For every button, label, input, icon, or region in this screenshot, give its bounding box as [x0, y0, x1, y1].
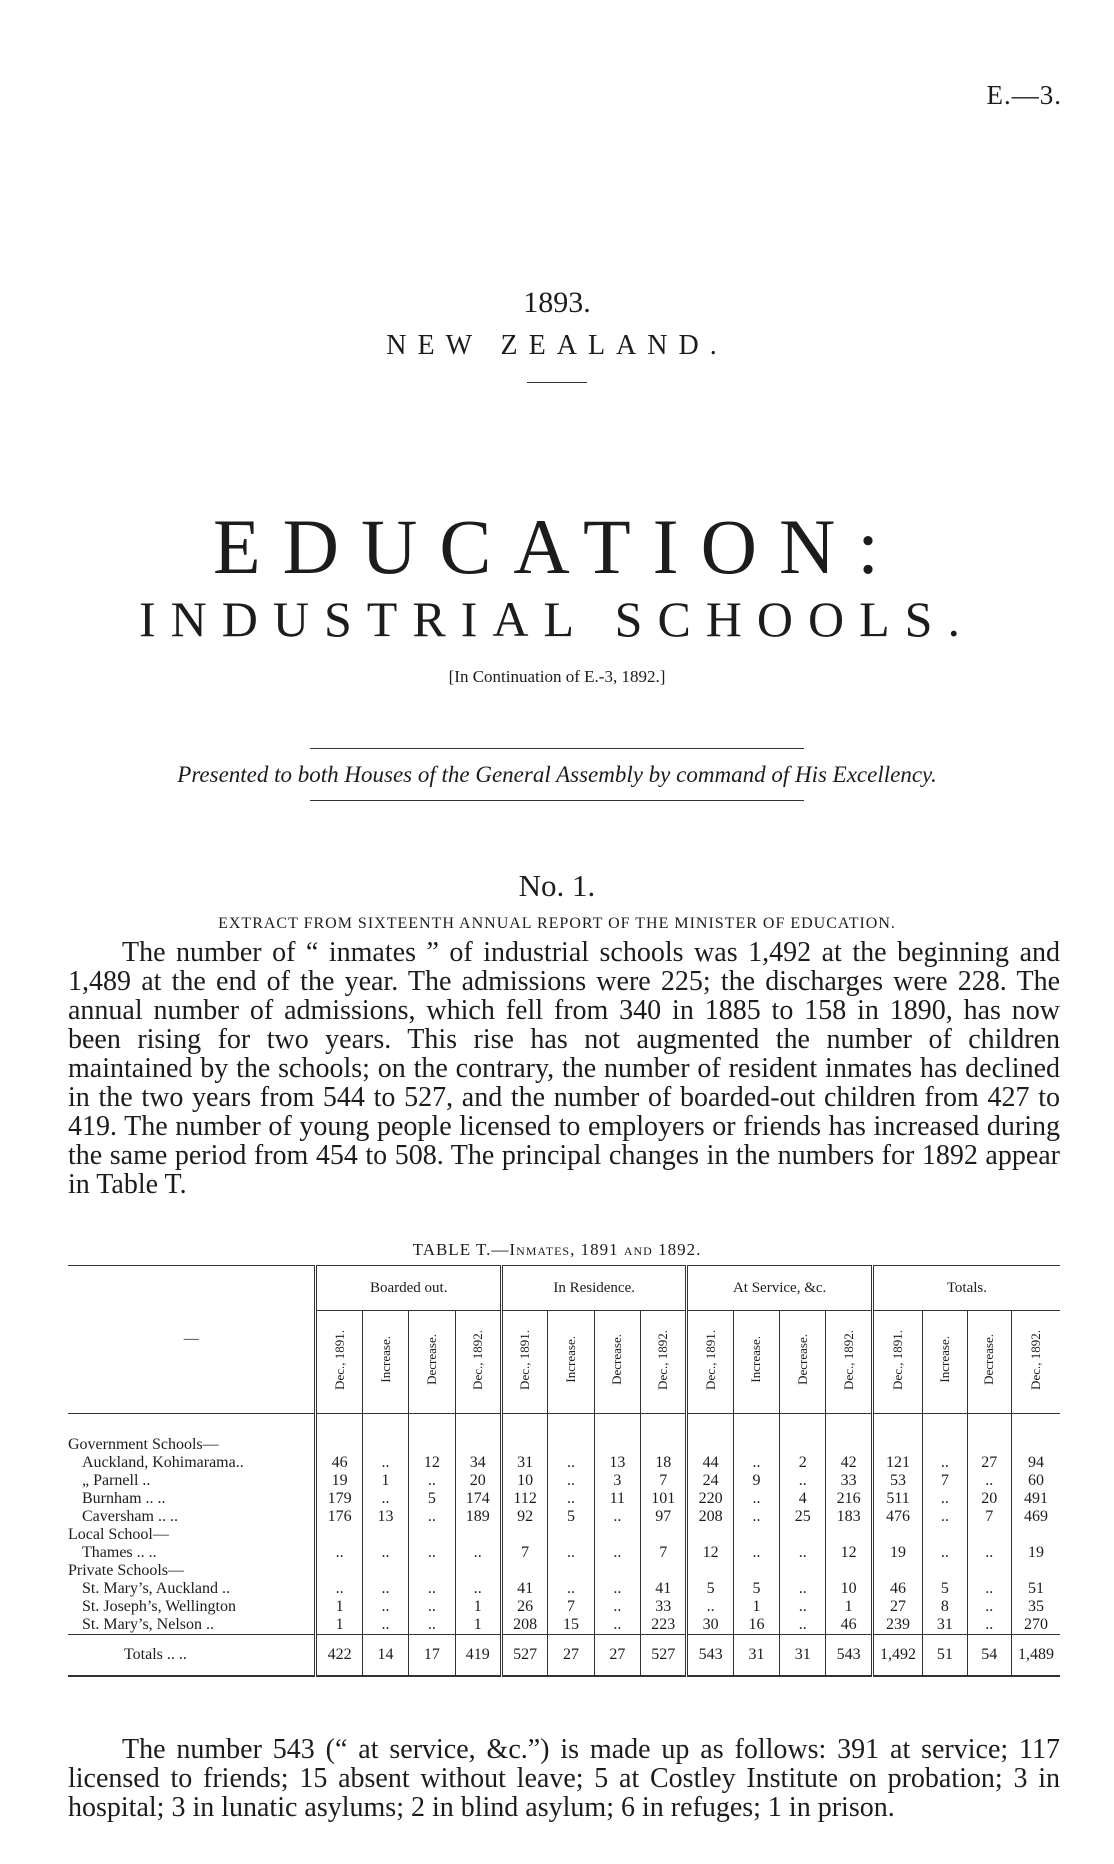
table-row — [68, 1562, 1060, 1580]
table-cell: 19 — [1011, 1544, 1060, 1562]
column-header-label: Dec., 1892. — [655, 1329, 671, 1390]
table-cell: 5 — [548, 1508, 594, 1526]
table-cell: 176 — [316, 1508, 362, 1526]
table-cell: 13 — [594, 1454, 640, 1472]
table-cell: 543 — [826, 1635, 872, 1677]
table-cell: .. — [780, 1544, 826, 1562]
row-label: St. Mary’s, Nelson .. — [82, 1616, 214, 1633]
table-cell: .. — [409, 1508, 455, 1526]
column-header-label: Increase. — [748, 1336, 764, 1383]
column-header — [1011, 1311, 1060, 1414]
table-cell — [733, 1526, 779, 1544]
table-cell: 27 — [594, 1635, 640, 1677]
table-cell: 20 — [455, 1472, 501, 1490]
table-cell — [641, 1414, 687, 1455]
table-cell: 27 — [967, 1454, 1011, 1472]
group-totals: Totals. — [872, 1266, 1060, 1311]
table-cell — [455, 1414, 501, 1455]
table-cell: 51 — [923, 1635, 967, 1677]
divider-lower — [310, 800, 804, 801]
table-cell: 35 — [1011, 1598, 1060, 1616]
table-cell: 527 — [501, 1635, 547, 1677]
table-row — [68, 1508, 1060, 1526]
table-cell: 4 — [780, 1490, 826, 1508]
table-cell: .. — [455, 1580, 501, 1598]
table-cell: .. — [967, 1544, 1011, 1562]
table-row — [68, 1598, 1060, 1616]
table-cell: 1,492 — [872, 1635, 922, 1677]
table-cell: 1,489 — [1011, 1635, 1060, 1677]
table-cell — [923, 1526, 967, 1544]
table-cell: .. — [362, 1598, 408, 1616]
table-row — [68, 1490, 1060, 1508]
column-header — [733, 1311, 779, 1414]
page-reference: E.—3. — [986, 80, 1062, 110]
table-cell: 10 — [501, 1472, 547, 1490]
table-cell — [733, 1414, 779, 1455]
table-cell: .. — [733, 1490, 779, 1508]
column-header — [455, 1311, 501, 1414]
table-cell — [409, 1526, 455, 1544]
divider-upper — [310, 748, 804, 749]
group-in-residence: In Residence. — [501, 1266, 686, 1311]
table-cell: .. — [316, 1544, 362, 1562]
table-cell: 34 — [455, 1454, 501, 1472]
paper-number: No. 1. — [518, 868, 596, 903]
table-cell: 7 — [923, 1472, 967, 1490]
table-cell: 53 — [872, 1472, 922, 1490]
column-header — [826, 1311, 872, 1414]
table-cell: 9 — [733, 1472, 779, 1490]
table-cell: 543 — [687, 1635, 733, 1677]
table-cell: .. — [923, 1490, 967, 1508]
table-cell — [872, 1562, 922, 1580]
table-cell: .. — [967, 1580, 1011, 1598]
table-cell: .. — [316, 1580, 362, 1598]
column-header — [641, 1311, 687, 1414]
table-cell: 270 — [1011, 1616, 1060, 1635]
extract-heading: EXTRACT FROM SIXTEENTH ANNUAL REPORT OF THE MINISTER OF EDUCATION. — [218, 915, 896, 932]
table-cell: 208 — [501, 1616, 547, 1635]
table-cell: 33 — [826, 1472, 872, 1490]
table-cell: 94 — [1011, 1454, 1060, 1472]
table-cell: 174 — [455, 1490, 501, 1508]
table-cell: 17 — [409, 1635, 455, 1677]
column-header-label: Dec., 1892. — [1027, 1329, 1043, 1390]
table-cell — [687, 1526, 733, 1544]
table-cell — [780, 1562, 826, 1580]
totals-row — [68, 1635, 1060, 1677]
table-cell: .. — [687, 1598, 733, 1616]
table-cell: 31 — [501, 1454, 547, 1472]
row-label: „ Parnell .. — [82, 1472, 151, 1489]
table-cell: 20 — [967, 1490, 1011, 1508]
table-cell — [826, 1414, 872, 1455]
table-cell — [923, 1414, 967, 1455]
table-cell: 18 — [641, 1454, 687, 1472]
table-cell: 1 — [733, 1598, 779, 1616]
table-cell: .. — [967, 1616, 1011, 1635]
table-cell: 1 — [362, 1472, 408, 1490]
table-cell — [967, 1414, 1011, 1455]
table-cell: .. — [780, 1580, 826, 1598]
table-cell: 46 — [826, 1616, 872, 1635]
column-header — [501, 1311, 547, 1414]
column-header-label: Decrease. — [794, 1334, 810, 1385]
table-cell: .. — [923, 1454, 967, 1472]
table-cell: 208 — [687, 1508, 733, 1526]
table-cell: 469 — [1011, 1508, 1060, 1526]
column-header — [362, 1311, 408, 1414]
table-cell: 31 — [780, 1635, 826, 1677]
column-header — [548, 1311, 594, 1414]
table-cell: 183 — [826, 1508, 872, 1526]
table-cell: 220 — [687, 1490, 733, 1508]
table-cell: 13 — [362, 1508, 408, 1526]
table-cell: .. — [362, 1490, 408, 1508]
table-cell: 7 — [967, 1508, 1011, 1526]
year-heading: 1893. — [523, 286, 591, 319]
table-cell: 5 — [733, 1580, 779, 1598]
row-label: Thames .. .. — [82, 1544, 157, 1561]
table-cell: 11 — [594, 1490, 640, 1508]
group-boarded-out: Boarded out. — [316, 1266, 501, 1311]
table-cell: .. — [594, 1508, 640, 1526]
table-cell — [923, 1562, 967, 1580]
table-cell: 2 — [780, 1454, 826, 1472]
table-cell: .. — [594, 1544, 640, 1562]
table-cell: 1 — [455, 1616, 501, 1635]
table-cell — [687, 1562, 733, 1580]
table-cell: .. — [594, 1616, 640, 1635]
table-cell — [362, 1414, 408, 1455]
table-cell: .. — [967, 1472, 1011, 1490]
column-header — [923, 1311, 967, 1414]
table-cell: 7 — [548, 1598, 594, 1616]
table-cell: 97 — [641, 1508, 687, 1526]
table-cell: 46 — [872, 1580, 922, 1598]
country-heading: NEW ZEALAND. — [386, 330, 728, 361]
table-cell: 422 — [316, 1635, 362, 1677]
table-cell: 12 — [409, 1454, 455, 1472]
main-title: EDUCATION: — [213, 503, 901, 590]
table-row — [68, 1580, 1060, 1598]
continuation-note: [In Continuation of E.-3, 1892.] — [448, 667, 666, 686]
inmates-table — [68, 1265, 1060, 1677]
table-cell — [641, 1526, 687, 1544]
row-label: St. Mary’s, Auckland .. — [82, 1580, 230, 1597]
column-header — [316, 1311, 362, 1414]
table-cell — [780, 1526, 826, 1544]
table-row — [68, 1616, 1060, 1635]
row-label: Private Schools— — [68, 1562, 184, 1579]
table-cell: 1 — [316, 1616, 362, 1635]
table-cell: 491 — [1011, 1490, 1060, 1508]
column-header-label: Decrease. — [981, 1334, 997, 1385]
table-cell — [780, 1414, 826, 1455]
table-caption — [0, 1240, 1114, 1260]
body-paragraph-1: The number of “ inmates ” of industrial schools was 1,492 at the beginning and 1,489 at the end of the year. The admissions were 225; the discharges were 228. The annual number of admissions, which fell from 340 in 1885 to 158 in 1890, has now been rising for two years. This rise has not augmented the number of children maintained by the schools; on the contrary, the number of resident inmates has declined in the two years from 544 to 527, and the number of boarded-out children from 427 to 419. The number of young people licensed to employers or friends has increased during the same period from 454 to 508. The principal changes in the numbers for 1892 appear in Table T. — [68, 937, 1060, 1200]
table-row — [68, 1414, 1060, 1455]
table-cell: .. — [594, 1580, 640, 1598]
table-cell: 511 — [872, 1490, 922, 1508]
table-cell: 527 — [641, 1635, 687, 1677]
table-cell: .. — [594, 1598, 640, 1616]
table-cell: 216 — [826, 1490, 872, 1508]
table-cell: 5 — [409, 1490, 455, 1508]
table-cell: 24 — [687, 1472, 733, 1490]
table-cell: 31 — [733, 1635, 779, 1677]
table-cell: 3 — [594, 1472, 640, 1490]
table-cell: 44 — [687, 1454, 733, 1472]
table-cell: 26 — [501, 1598, 547, 1616]
table-cell: 14 — [362, 1635, 408, 1677]
table-cell — [316, 1562, 362, 1580]
table-cell — [594, 1414, 640, 1455]
column-header-label: Dec., 1892. — [840, 1329, 856, 1390]
table-cell: 31 — [923, 1616, 967, 1635]
table-cell: .. — [409, 1598, 455, 1616]
table-cell — [826, 1526, 872, 1544]
table-cell: 101 — [641, 1490, 687, 1508]
table-cell: 223 — [641, 1616, 687, 1635]
table-cell — [501, 1526, 547, 1544]
table-cell: 30 — [687, 1616, 733, 1635]
column-header-label: Dec., 1891. — [702, 1329, 718, 1390]
table-cell — [409, 1562, 455, 1580]
table-cell: .. — [548, 1580, 594, 1598]
table-cell: .. — [733, 1508, 779, 1526]
table-cell: .. — [362, 1544, 408, 1562]
table-cell: 7 — [501, 1544, 547, 1562]
table-cell: .. — [967, 1598, 1011, 1616]
column-header-label: Dec., 1892. — [469, 1329, 485, 1390]
table-cell: 42 — [826, 1454, 872, 1472]
table-cell: 27 — [548, 1635, 594, 1677]
column-header — [594, 1311, 640, 1414]
row-label: Burnham .. .. — [82, 1490, 166, 1507]
table-cell — [316, 1526, 362, 1544]
row-label: Auckland, Kohimarama.. — [82, 1454, 244, 1471]
table-cell: 7 — [641, 1472, 687, 1490]
table-cell: .. — [923, 1544, 967, 1562]
table-cell: .. — [548, 1490, 594, 1508]
column-header-label: Dec., 1891. — [890, 1329, 906, 1390]
table-cell: .. — [409, 1544, 455, 1562]
table-cell — [872, 1526, 922, 1544]
table-cell — [548, 1526, 594, 1544]
table-row — [68, 1526, 1060, 1544]
row-label: Government Schools— — [68, 1436, 219, 1453]
table-cell: 179 — [316, 1490, 362, 1508]
column-header-label: Increase. — [936, 1336, 952, 1383]
row-label: Caversham .. .. — [82, 1508, 178, 1525]
table-cell — [362, 1526, 408, 1544]
table-row — [68, 1472, 1060, 1490]
table-cell: .. — [733, 1544, 779, 1562]
table-cell: 419 — [455, 1635, 501, 1677]
table-cell — [501, 1414, 547, 1455]
row-label: Local School— — [68, 1526, 169, 1543]
table-cell: 5 — [687, 1580, 733, 1598]
table-cell — [362, 1562, 408, 1580]
table-cell: .. — [409, 1472, 455, 1490]
table-cell — [594, 1526, 640, 1544]
table-cell — [826, 1562, 872, 1580]
column-header — [687, 1311, 733, 1414]
column-header-label: Dec., 1891. — [517, 1329, 533, 1390]
table-cell: 476 — [872, 1508, 922, 1526]
table-cell — [501, 1562, 547, 1580]
table-cell — [455, 1562, 501, 1580]
column-header-label: Decrease. — [609, 1334, 625, 1385]
table-cell: 112 — [501, 1490, 547, 1508]
column-header — [967, 1311, 1011, 1414]
column-header — [872, 1311, 922, 1414]
table-cell: 15 — [548, 1616, 594, 1635]
table-cell — [455, 1526, 501, 1544]
table-cell: .. — [548, 1454, 594, 1472]
table-cell: .. — [780, 1616, 826, 1635]
table-cell: 54 — [967, 1635, 1011, 1677]
table-cell — [967, 1526, 1011, 1544]
short-divider — [527, 382, 587, 383]
table-cell — [687, 1414, 733, 1455]
table-cell: .. — [780, 1472, 826, 1490]
table-cell: 189 — [455, 1508, 501, 1526]
table-cell: 12 — [826, 1544, 872, 1562]
column-header-label: Increase. — [377, 1336, 393, 1383]
table-cell: 5 — [923, 1580, 967, 1598]
table-cell: 8 — [923, 1598, 967, 1616]
column-header-label: Decrease. — [423, 1334, 439, 1385]
sub-title: INDUSTRIAL SCHOOLS. — [139, 591, 975, 647]
table-cell — [1011, 1414, 1060, 1455]
table-cell: 51 — [1011, 1580, 1060, 1598]
table-cell: 92 — [501, 1508, 547, 1526]
table-caption-title: Inmates, 1891 and 1892. — [509, 1240, 702, 1259]
table-cell: 27 — [872, 1598, 922, 1616]
table-cell: .. — [923, 1508, 967, 1526]
table-cell: .. — [780, 1598, 826, 1616]
table-cell — [548, 1414, 594, 1455]
column-header — [780, 1311, 826, 1414]
column-header-label: Increase. — [562, 1336, 578, 1383]
table-cell: 60 — [1011, 1472, 1060, 1490]
table-cell: .. — [362, 1616, 408, 1635]
table-row — [68, 1454, 1060, 1472]
table-cell: .. — [733, 1454, 779, 1472]
table-cell — [594, 1562, 640, 1580]
table-cell: 10 — [826, 1580, 872, 1598]
table-cell: .. — [455, 1544, 501, 1562]
table-caption-prefix: TABLE T.— — [412, 1240, 510, 1259]
table-cell: 41 — [641, 1580, 687, 1598]
table-cell — [967, 1562, 1011, 1580]
table-cell: .. — [548, 1472, 594, 1490]
table-cell: 25 — [780, 1508, 826, 1526]
table-cell: 19 — [872, 1544, 922, 1562]
table-cell — [548, 1562, 594, 1580]
table-cell: 121 — [872, 1454, 922, 1472]
table-cell: .. — [362, 1580, 408, 1598]
table-cell: .. — [409, 1616, 455, 1635]
table-cell: .. — [362, 1454, 408, 1472]
table-cell: 239 — [872, 1616, 922, 1635]
table-cell: 1 — [455, 1598, 501, 1616]
table-cell — [316, 1414, 362, 1455]
table-cell — [641, 1562, 687, 1580]
table-cell — [733, 1562, 779, 1580]
group-at-service: At Service, &c. — [687, 1266, 872, 1311]
table-cell: .. — [548, 1544, 594, 1562]
column-header-label: Dec., 1891. — [331, 1329, 347, 1390]
table-cell: 41 — [501, 1580, 547, 1598]
body-paragraph-2: The number 543 (“ at service, &c.”) is made up as follows: 391 at service; 117 licensed to friends; 15 absent without leave; 5 at Costley Institute on probation; 3 in hospital; 3 in lunatic asylums; 2 in blind asylum; 6 in refuges; 1 in prison. — [68, 1734, 1060, 1823]
table-cell — [1011, 1562, 1060, 1580]
row-label: St. Joseph’s, Wellington — [82, 1598, 236, 1615]
table-row — [68, 1544, 1060, 1562]
row-label: Totals .. .. — [68, 1635, 316, 1677]
table-cell: 19 — [316, 1472, 362, 1490]
column-header — [409, 1311, 455, 1414]
table-cell: .. — [409, 1580, 455, 1598]
table-cell: 46 — [316, 1454, 362, 1472]
table-cell: 12 — [687, 1544, 733, 1562]
table-cell — [872, 1414, 922, 1455]
table-cell — [409, 1414, 455, 1455]
table-cell: 7 — [641, 1544, 687, 1562]
table-cell: 1 — [826, 1598, 872, 1616]
table-cell: 16 — [733, 1616, 779, 1635]
presented-line: Presented to both Houses of the General Assembly by command of His Excellency. — [177, 762, 937, 787]
table-cell: 1 — [316, 1598, 362, 1616]
table-cell — [1011, 1526, 1060, 1544]
table-cell: 33 — [641, 1598, 687, 1616]
stub-header: — — [68, 1266, 316, 1414]
